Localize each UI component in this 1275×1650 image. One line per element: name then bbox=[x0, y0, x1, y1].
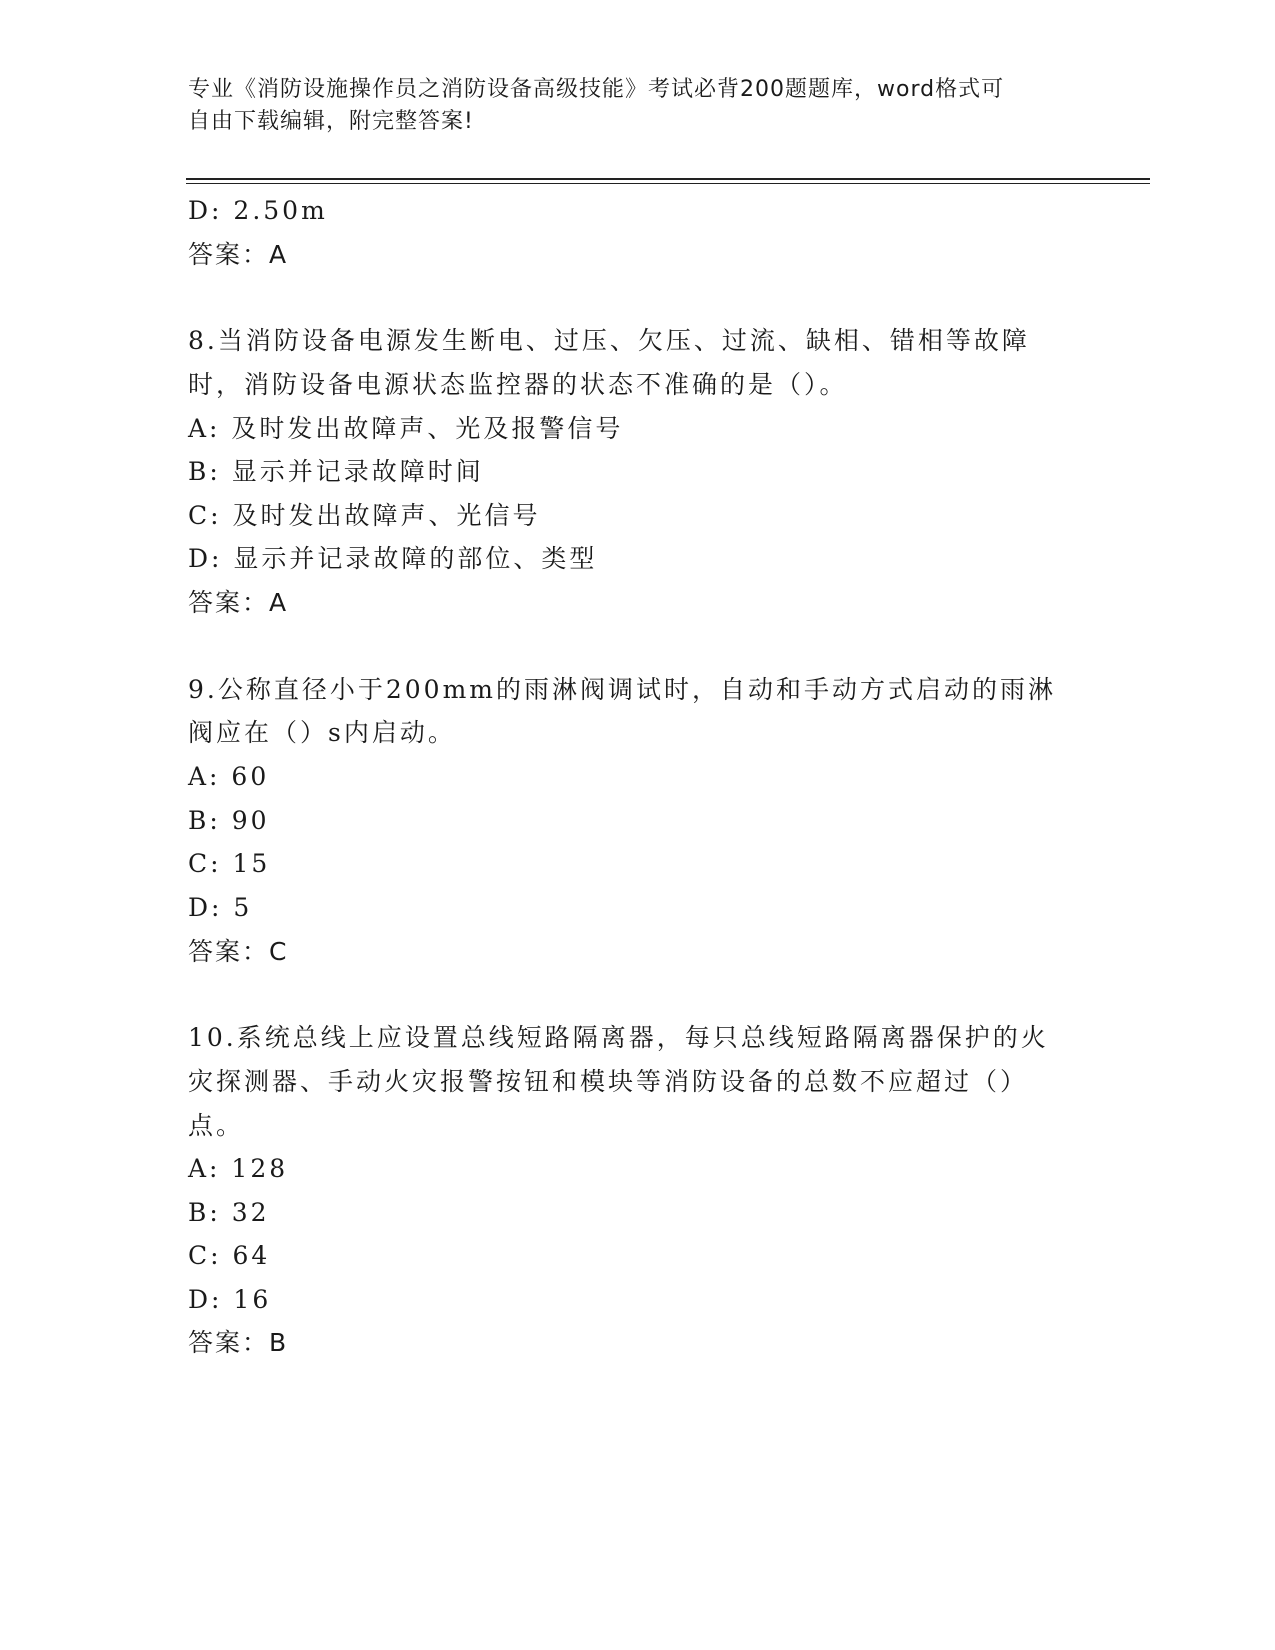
question-8-stem-line-2: 时，消防设备电源状态监控器的状态不准确的是（）。 bbox=[188, 370, 848, 399]
question-9-option-c: C: 15 bbox=[188, 849, 271, 878]
prev-question-option-d: D: 2.50m bbox=[188, 196, 328, 225]
question-8-option-c: C: 及时发出故障声、光信号 bbox=[188, 501, 541, 530]
question-10-option-a: A: 128 bbox=[188, 1154, 289, 1183]
question-9-option-a: A: 60 bbox=[188, 762, 270, 791]
header-divider bbox=[186, 178, 1150, 184]
question-10-option-d: D: 16 bbox=[188, 1285, 272, 1314]
header-title-line-2: 自由下载编辑，附完整答案! bbox=[188, 109, 474, 134]
question-9-stem-line-2: 阀应在（）s内启动。 bbox=[188, 718, 456, 747]
question-10-stem-line-3: 点。 bbox=[188, 1111, 245, 1140]
question-9-answer: 答案：C bbox=[188, 937, 289, 966]
question-10-answer: 答案：B bbox=[188, 1328, 289, 1357]
question-9-option-d: D: 5 bbox=[188, 893, 253, 922]
question-10-stem-line-2: 灾探测器、手动火灾报警按钮和模块等消防设备的总数不应超过（） bbox=[188, 1067, 1029, 1096]
prev-question-answer: 答案：A bbox=[188, 240, 289, 269]
question-8-option-a: A: 及时发出故障声、光及报警信号 bbox=[188, 414, 624, 443]
question-10-option-b: B: 32 bbox=[188, 1198, 270, 1227]
question-8-stem-line-1: 8.当消防设备电源发生断电、过压、欠压、过流、缺相、错相等故障 bbox=[188, 326, 1030, 355]
question-10-stem-line-1: 10.系统总线上应设置总线短路隔离器，每只总线短路隔离器保护的火 bbox=[188, 1023, 1049, 1052]
question-8-answer: 答案：A bbox=[188, 588, 289, 617]
question-8-option-d: D: 显示并记录故障的部位、类型 bbox=[188, 544, 598, 573]
header-title-line-1: 专业《消防设施操作员之消防设备高级技能》考试必背200题题库，word格式可 bbox=[188, 77, 1005, 102]
document-header bbox=[188, 74, 1068, 138]
question-8-option-b: B: 显示并记录故障时间 bbox=[188, 457, 484, 486]
question-10-option-c: C: 64 bbox=[188, 1241, 271, 1270]
question-9-stem-line-1: 9.公称直径小于200mm的雨淋阀调试时，自动和手动方式启动的雨淋 bbox=[188, 675, 1056, 704]
question-9-option-b: B: 90 bbox=[188, 806, 270, 835]
